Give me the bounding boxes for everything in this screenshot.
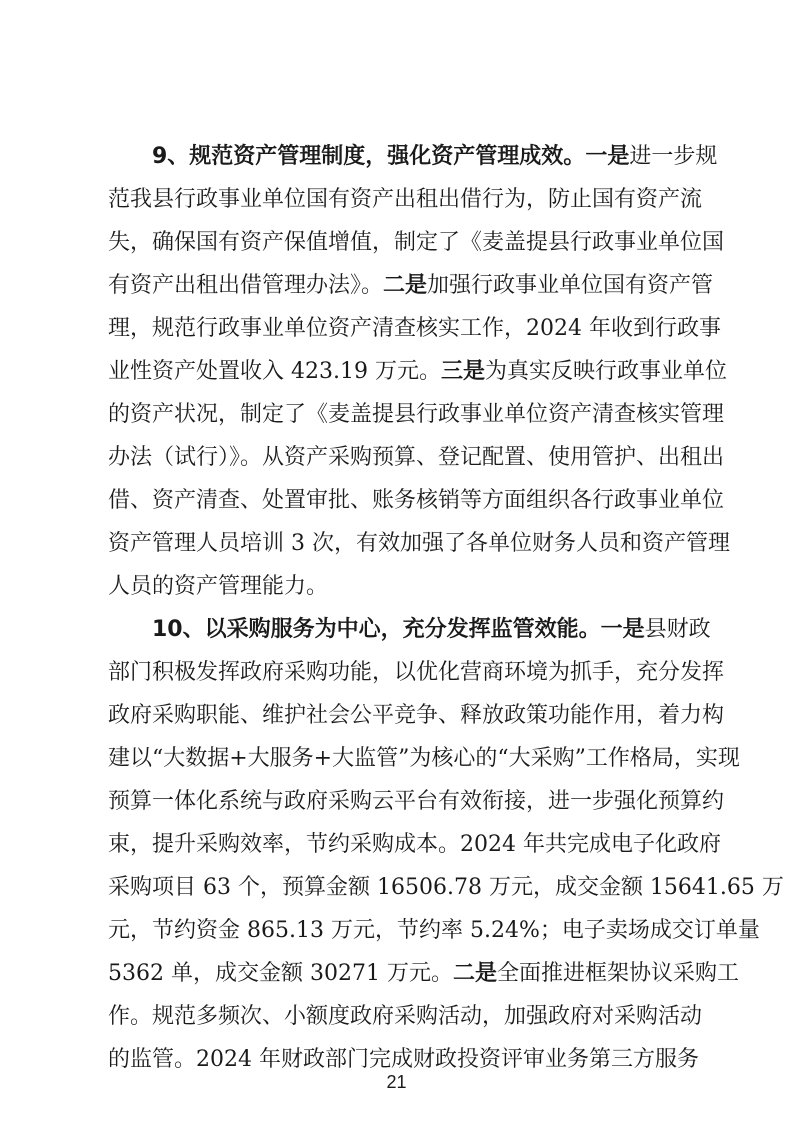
paragraph-10-line-8: 元，节约资金 865.13 万元，节约率 5.24%；电子卖场成交订单量 — [108, 918, 760, 943]
paragraph-9-line-1 — [152, 137, 718, 177]
paragraph-10-line-1 — [152, 610, 711, 650]
paragraph-9-text: 有资产出租出借管理办法》。 — [108, 273, 384, 298]
paragraph-10-text: 县财政 — [644, 617, 711, 642]
paragraph-9-line-8: 办法（试行）》。从资产采购预算、登记配置、使用管护、出租出 — [108, 445, 725, 470]
paragraph-9-line-4 — [108, 266, 714, 306]
paragraph-10-text: 5362 单，成交金额 30271 万元。 — [108, 961, 453, 986]
paragraph-9-line-7: 的资产状况，制定了《麦盖提县行政事业单位资产清查核实管理 — [108, 402, 725, 427]
marker-first: 一是 — [585, 144, 630, 169]
paragraph-9-heading: 9、规范资产管理制度，强化资产管理成效。 — [152, 144, 586, 169]
paragraph-10-heading: 10、以采购服务为中心，充分发挥监管效能。 — [152, 617, 601, 642]
paragraph-10-line-2: 部门积极发挥政府采购功能，以优化营商环境为抓手，充分发挥 — [108, 660, 725, 685]
paragraph-9-line-5: 理，规范行政事业单位资产清查核实工作，2024 年收到行政事 — [108, 316, 721, 341]
paragraph-9-line-3: 失，确保国有资产保值增值，制定了《麦盖提县行政事业单位国 — [108, 230, 725, 255]
paragraph-9-text: 加强行政事业单位国有资产管 — [427, 273, 714, 298]
paragraph-9-text: 为真实反映行政事业单位 — [484, 359, 727, 384]
marker-first: 一是 — [600, 617, 645, 642]
paragraph-9-line-6 — [108, 352, 727, 392]
paragraph-10-line-10: 作。规范多频次、小额度政府采购活动，加强政府对采购活动 — [108, 1004, 703, 1029]
paragraph-10-line-6: 束，提升采购效率，节约采购成本。2024 年共完成电子化政府 — [108, 832, 721, 857]
marker-second: 二是 — [452, 961, 497, 986]
page-number: 21 — [386, 1072, 407, 1092]
paragraph-9-line-9: 借、资产清查、处置审批、账务核销等方面组织各行政事业单位 — [108, 488, 725, 513]
paragraph-9-line-11: 人员的资产管理能力。 — [108, 574, 329, 599]
paragraph-10-line-3: 政府采购职能、维护社会公平竞争、释放政策功能作用，着力构 — [108, 703, 725, 728]
paragraph-10-line-7: 采购项目 63 个，预算金额 16506.78 万元，成交金额 15641.65 万 — [108, 875, 784, 900]
paragraph-10-line-11: 的监管。2024 年财政部门完成财政投资评审业务第三方服务 — [108, 1047, 699, 1072]
paragraph-10-text: 全面推进框架协议采购工 — [496, 961, 739, 986]
paragraph-10-line-5: 预算一体化系统与政府采购云平台有效衔接，进一步强化预算约 — [108, 789, 725, 814]
paragraph-9-text: 进一步规 — [629, 144, 718, 169]
marker-second: 二是 — [383, 273, 428, 298]
paragraph-9-line-10: 资产管理人员培训 3 次，有效加强了各单位财务人员和资产管理 — [108, 531, 730, 556]
paragraph-9-line-2: 范我县行政事业单位国有资产出租出借行为，防止国有资产流 — [108, 187, 703, 212]
paragraph-10-line-4: 建以“大数据+大服务+大监管”为核心的“大采购”工作格局，实现 — [108, 746, 740, 771]
marker-third: 三是 — [440, 359, 485, 384]
paragraph-10-line-9 — [108, 954, 739, 994]
paragraph-9-text: 业性资产处置收入 423.19 万元。 — [108, 359, 441, 384]
